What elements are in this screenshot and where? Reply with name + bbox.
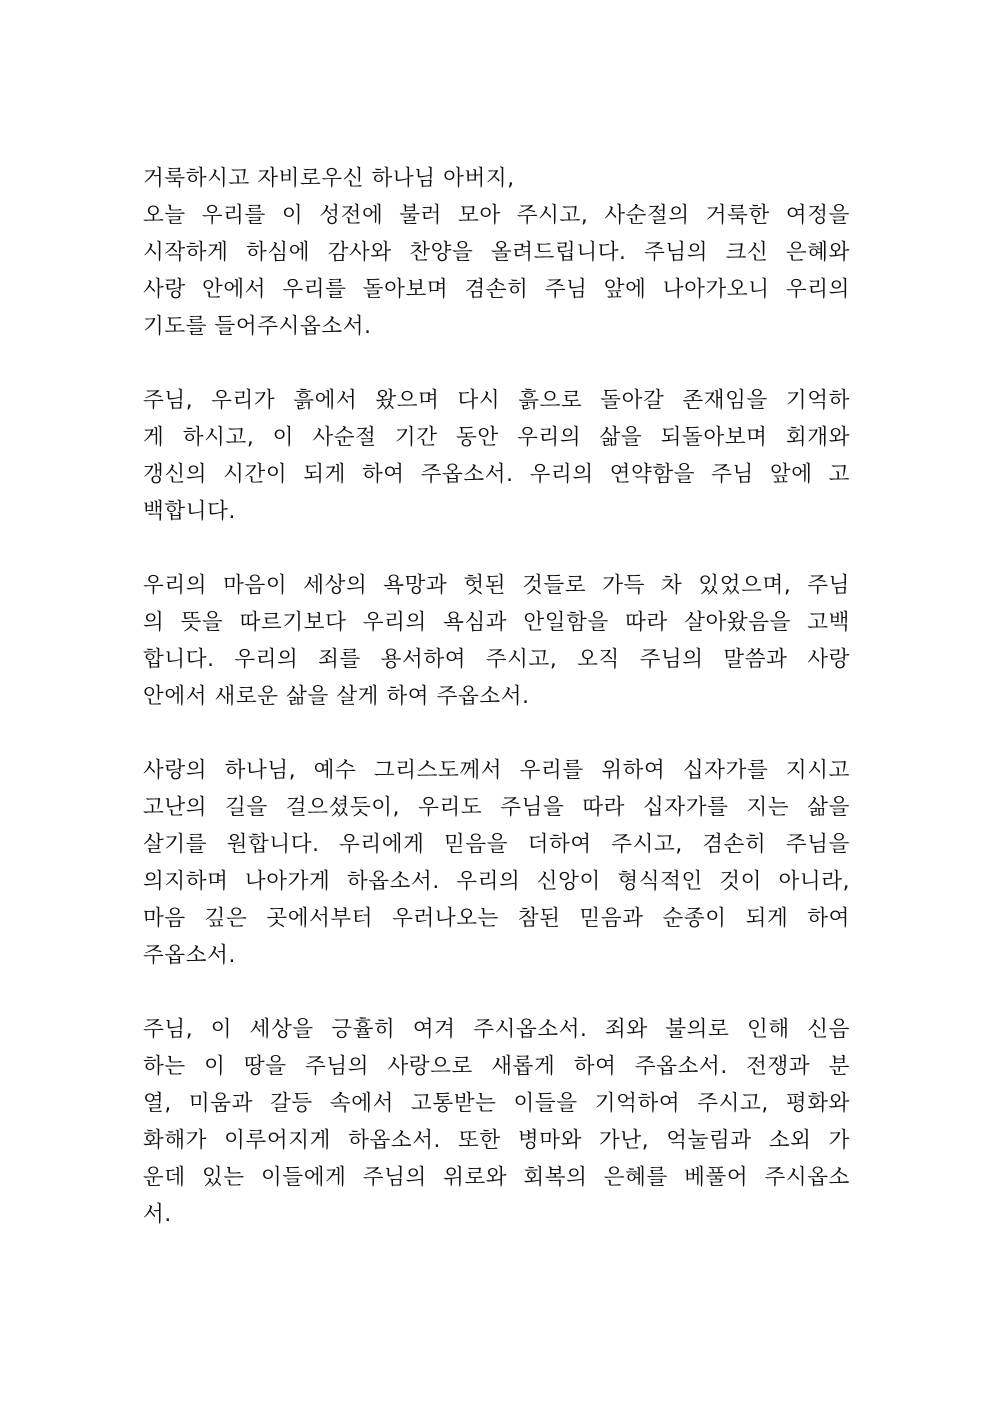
text-line: 의 뜻을 따르기보다 우리의 욕심과 안일함을 따라 살아왔음을 고백 bbox=[143, 610, 850, 635]
text-line: 주옵소서. bbox=[143, 943, 236, 968]
text-line: 주님, 우리가 흙에서 왔으며 다시 흙으로 돌아갈 존재임을 기억하 bbox=[143, 388, 850, 413]
paragraph bbox=[143, 567, 850, 715]
text-line: 의지하며 나아가게 하옵소서. 우리의 신앙이 형식적인 것이 아니라, bbox=[143, 869, 850, 894]
text-line: 시작하게 하심에 감사와 찬양을 올려드립니다. 주님의 크신 은혜와 bbox=[143, 240, 850, 265]
paragraph bbox=[143, 382, 850, 530]
paragraph bbox=[143, 1011, 850, 1233]
text-line: 열, 미움과 갈등 속에서 고통받는 이들을 기억하여 주시고, 평화와 bbox=[143, 1091, 850, 1116]
text-line: 살기를 원합니다. 우리에게 믿음을 더하여 주시고, 겸손히 주님을 bbox=[143, 832, 850, 857]
text-line: 사랑의 하나님, 예수 그리스도께서 우리를 위하여 십자가를 지시고 bbox=[143, 758, 850, 783]
text-line: 게 하시고, 이 사순절 기간 동안 우리의 삶을 되돌아보며 회개와 bbox=[143, 425, 850, 450]
text-line: 합니다. 우리의 죄를 용서하여 주시고, 오직 주님의 말씀과 사랑 bbox=[143, 647, 850, 672]
text-line: 안에서 새로운 삶을 살게 하여 주옵소서. bbox=[143, 684, 530, 709]
text-line: 운데 있는 이들에게 주님의 위로와 회복의 은혜를 베풀어 주시옵소 bbox=[143, 1165, 850, 1190]
text-line: 갱신의 시간이 되게 하여 주옵소서. 우리의 연약함을 주님 앞에 고 bbox=[143, 462, 850, 487]
text-line: 오늘 우리를 이 성전에 불러 모아 주시고, 사순절의 거룩한 여정을 bbox=[143, 203, 850, 228]
text-line: 주님, 이 세상을 긍휼히 여겨 주시옵소서. 죄와 불의로 인해 신음 bbox=[143, 1017, 850, 1042]
text-line: 화해가 이루어지게 하옵소서. 또한 병마와 가난, 억눌림과 소외 가 bbox=[143, 1128, 850, 1153]
paragraph bbox=[143, 752, 850, 974]
text-line: 거룩하시고 자비로우신 하나님 아버지, bbox=[143, 166, 515, 191]
text-line: 서. bbox=[143, 1202, 172, 1227]
text-line: 우리의 마음이 세상의 욕망과 헛된 것들로 가득 차 있었으며, 주님 bbox=[143, 573, 850, 598]
text-line: 기도를 들어주시옵소서. bbox=[143, 314, 372, 339]
text-line: 백합니다. bbox=[143, 499, 236, 524]
text-line: 하는 이 땅을 주님의 사랑으로 새롭게 하여 주옵소서. 전쟁과 분 bbox=[143, 1054, 850, 1079]
paragraph bbox=[143, 160, 850, 345]
text-line: 사랑 안에서 우리를 돌아보며 겸손히 주님 앞에 나아가오니 우리의 bbox=[143, 277, 850, 302]
prayer-text-body bbox=[143, 160, 850, 1270]
text-line: 고난의 길을 걸으셨듯이, 우리도 주님을 따라 십자가를 지는 삶을 bbox=[143, 795, 850, 820]
text-line: 마음 깊은 곳에서부터 우러나오는 참된 믿음과 순종이 되게 하여 bbox=[143, 906, 850, 931]
